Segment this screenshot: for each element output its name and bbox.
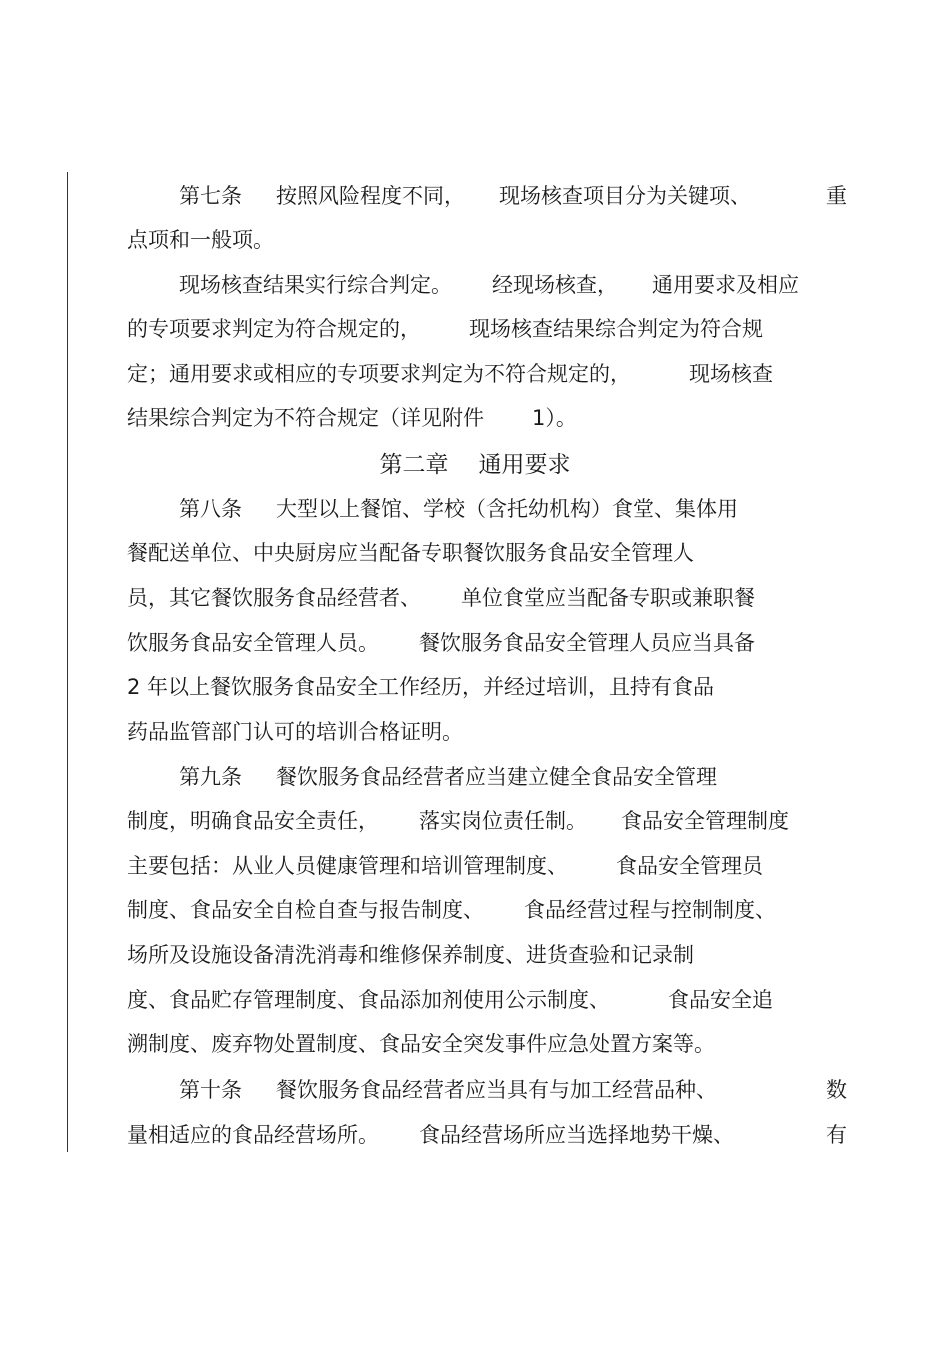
text-segment: 饮服务食品安全管理人员。: [127, 631, 379, 655]
chapter-number: 第二章: [379, 452, 449, 478]
article-7-line-2: [127, 225, 847, 255]
text-segment: 度、食品贮存管理制度、食品添加剂使用公示制度、: [127, 988, 610, 1012]
text-segment: 食品经营场所应当选择地势干燥、: [419, 1123, 734, 1147]
article-9-number: 第九条: [179, 765, 242, 789]
article-10-number: 第十条: [179, 1078, 242, 1102]
paragraph-line: [127, 895, 847, 925]
text-segment: 食品安全管理制度: [621, 809, 789, 833]
text-segment: 定；通用要求或相应的专项要求判定为不符合规定的，: [127, 362, 631, 386]
paragraph-line: [127, 851, 847, 881]
text-segment: 餐饮服务食品安全管理人员应当具备: [419, 631, 755, 655]
text-segment: 单位食堂应当配备专职或兼职餐: [461, 586, 755, 610]
text-segment: 1）。: [532, 406, 577, 430]
article-8-line-1: [127, 494, 847, 524]
paragraph-line: [127, 717, 847, 747]
text-segment: 餐配送单位、中央厨房应当配备专职餐饮服务食品安全管理人: [127, 541, 694, 565]
text-segment: 2 年以上餐饮服务食品安全工作经历，并经过培训，且持有食品: [127, 675, 715, 699]
article-7-number: 第七条: [179, 184, 242, 208]
paragraph-line: [127, 940, 847, 970]
paragraph-line: [127, 1029, 847, 1059]
chapter-heading: [0, 449, 950, 481]
text-segment: 食品安全管理员: [616, 854, 763, 878]
article-8-number: 第八条: [179, 497, 242, 521]
text-segment: 大型以上餐馆、学校（含托幼机构）食堂、集体用: [276, 497, 738, 521]
article-10-line-1: [127, 1075, 847, 1105]
left-margin-rule: [67, 172, 68, 1152]
text-segment: 按照风险程度不同，: [276, 184, 465, 208]
article-9-line-1: [127, 762, 847, 792]
paragraph-line: [127, 628, 847, 658]
text-segment: 主要包括：从业人员健康管理和培训管理制度、: [127, 854, 568, 878]
text-segment: 餐饮服务食品经营者应当具有与加工经营品种、: [276, 1078, 717, 1102]
text-segment: 通用要求及相应: [652, 273, 799, 297]
text-segment: 药品监管部门认可的培训合格证明。: [127, 720, 463, 744]
text-segment: 落实岗位责任制。: [419, 809, 587, 833]
paragraph-line: [127, 359, 847, 389]
text-segment: 制度，明确食品安全责任，: [127, 809, 379, 833]
text-segment: 食品经营过程与控制制度、: [524, 898, 776, 922]
text-segment: 溯制度、废弃物处置制度、食品安全突发事件应急处置方案等。: [127, 1032, 715, 1056]
text-segment: 现场核查: [689, 362, 773, 386]
text-segment: 餐饮服务食品经营者应当建立健全食品安全管理: [276, 765, 717, 789]
text-segment: 量相适应的食品经营场所。: [127, 1123, 379, 1147]
paragraph-line: [127, 583, 847, 613]
chapter-title: 通用要求: [478, 452, 571, 478]
text-segment: 点项和一般项。: [127, 228, 274, 252]
text-segment: 结果综合判定为不符合规定（详见附件: [127, 406, 484, 430]
paragraph-line: [127, 314, 847, 344]
text-segment: 制度、食品安全自检自查与报告制度、: [127, 898, 484, 922]
text-segment: 的专项要求判定为符合规定的，: [127, 317, 421, 341]
text-segment: 场所及设施设备清洗消毒和维修保养制度、进货查验和记录制: [127, 943, 694, 967]
paragraph-line: [127, 672, 847, 702]
article-7-line-1: [127, 181, 847, 211]
text-segment: 现场核查项目分为关键项、: [499, 184, 751, 208]
paragraph-line: [127, 985, 847, 1015]
text-segment: 有: [826, 1123, 847, 1147]
text-segment: 食品安全追: [668, 988, 773, 1012]
paragraph-line: [127, 1120, 847, 1150]
text-segment: 现场核查结果综合判定为符合规: [469, 317, 763, 341]
paragraph-line: [127, 403, 847, 433]
paragraph-line: [127, 270, 847, 300]
text-segment: 重: [826, 184, 847, 208]
text-segment: 现场核查结果实行综合判定。: [179, 273, 452, 297]
paragraph-line: [127, 538, 847, 568]
text-segment: 员，其它餐饮服务食品经营者、: [127, 586, 421, 610]
text-segment: 数: [826, 1078, 847, 1102]
paragraph-line: [127, 806, 847, 836]
text-segment: 经现场核查，: [492, 273, 618, 297]
